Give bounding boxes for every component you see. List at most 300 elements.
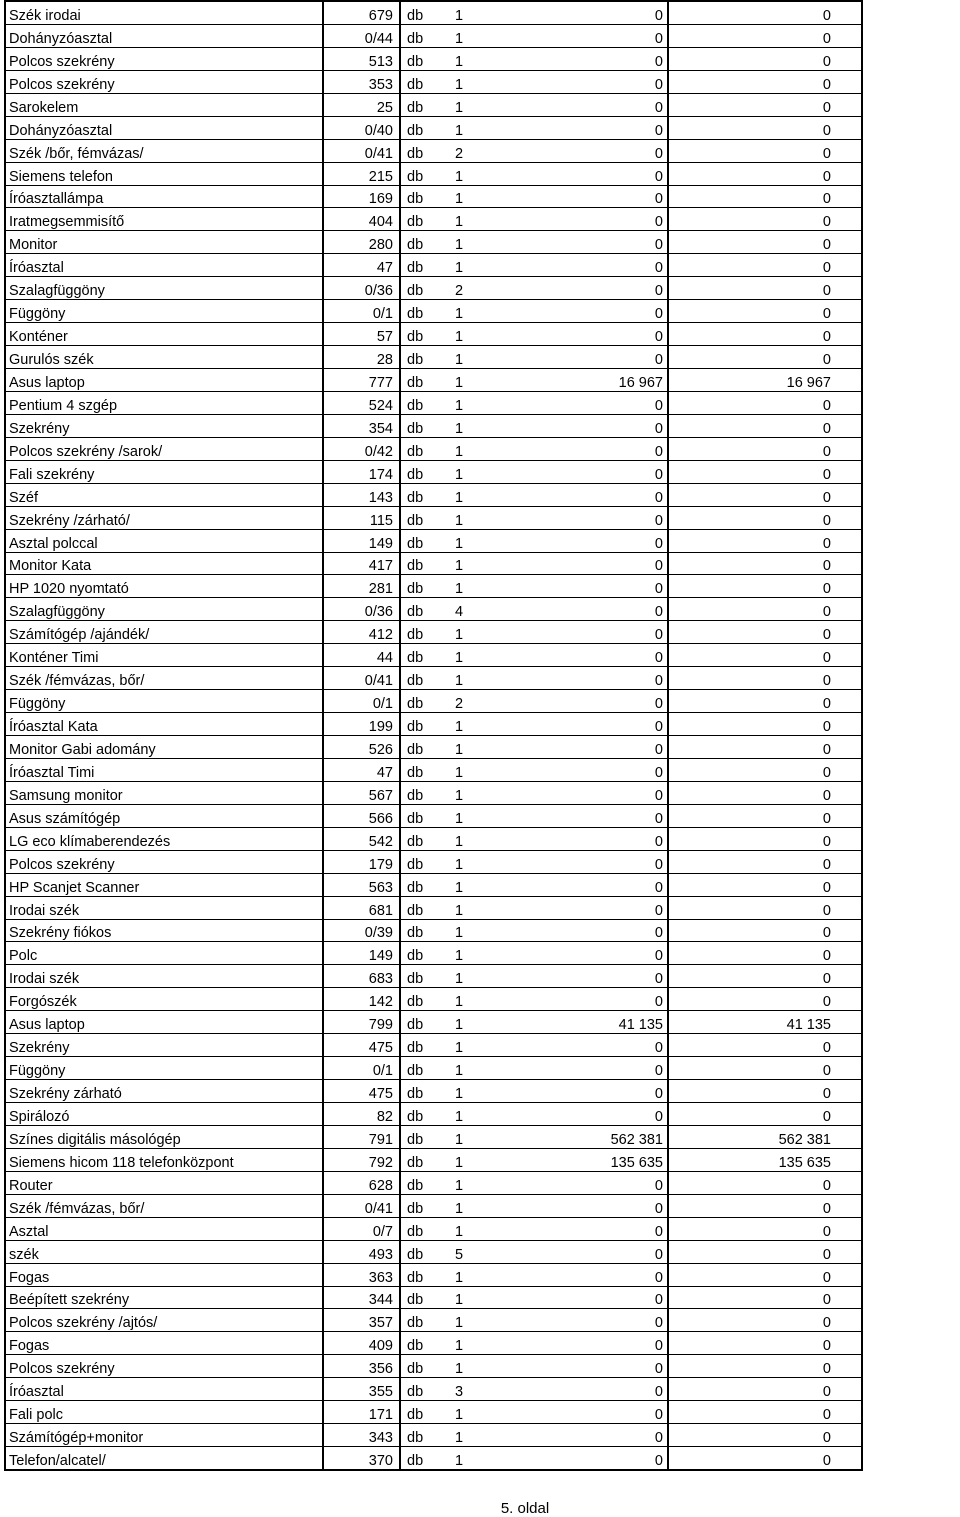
net-value-cell (668, 1148, 862, 1171)
unit-cell-text: db (407, 627, 424, 644)
table-row (5, 804, 862, 827)
gross-value-cell-text: 0 (654, 558, 663, 575)
net-value-cell-text: 0 (822, 948, 831, 965)
unit-cell (400, 575, 455, 598)
item-name-cell (5, 919, 323, 942)
net-value-cell-text: 0 (822, 1108, 831, 1125)
table-row (5, 369, 862, 392)
quantity-cell (455, 346, 483, 369)
unit-cell-text: db (407, 719, 424, 735)
quantity-cell (455, 1424, 483, 1447)
gross-value-cell (483, 1309, 668, 1332)
net-value-cell (668, 70, 862, 93)
quantity-cell (455, 277, 483, 300)
item-name-cell (5, 1057, 323, 1080)
unit-cell (400, 300, 455, 323)
quantity-cell (455, 70, 483, 93)
gross-value-cell-text: 0 (654, 787, 663, 804)
item-name-cell-text: Siemens hicom 118 telefonközpont (9, 1154, 234, 1171)
table-row (5, 437, 862, 460)
quantity-cell-text: 1 (455, 329, 464, 346)
page-footer (0, 1500, 960, 1517)
quantity-cell-text: 1 (455, 787, 464, 804)
item-name-cell-text: Irodai szék (9, 971, 80, 988)
net-value-cell-text: 0 (822, 650, 831, 667)
item-name-cell (5, 116, 323, 139)
item-name-cell (5, 827, 323, 850)
unit-cell-text: db (407, 443, 424, 460)
table-row (5, 644, 862, 667)
unit-cell (400, 70, 455, 93)
quantity-cell-text: 1 (455, 1040, 464, 1057)
unit-cell-text: db (407, 1361, 424, 1378)
item-name-cell-text: Szekrény fiókos (9, 925, 112, 942)
item-name-cell (5, 988, 323, 1011)
quantity-cell (455, 369, 483, 392)
quantity-cell-text: 1 (455, 535, 464, 552)
gross-value-cell-text: 0 (654, 1453, 663, 1469)
inventory-number-cell (323, 575, 400, 598)
quantity-cell-text: 1 (455, 764, 464, 781)
net-value-cell-text: 0 (822, 397, 831, 414)
unit-cell (400, 529, 455, 552)
gross-value-cell (483, 208, 668, 231)
unit-cell-text: db (407, 764, 424, 781)
table-row (5, 1378, 862, 1401)
unit-cell (400, 667, 455, 690)
table-row (5, 1011, 862, 1034)
item-name-cell (5, 1148, 323, 1171)
quantity-cell (455, 1355, 483, 1378)
net-value-cell (668, 1125, 862, 1148)
quantity-cell (455, 437, 483, 460)
quantity-cell-text: 2 (455, 145, 464, 162)
quantity-cell-text: 1 (455, 673, 464, 690)
inventory-number-cell (323, 919, 400, 942)
unit-cell (400, 437, 455, 460)
quantity-cell-text: 5 (455, 1246, 464, 1263)
quantity-cell-text: 1 (455, 1063, 464, 1080)
quantity-cell-text: 1 (455, 833, 464, 850)
gross-value-cell (483, 1080, 668, 1103)
net-value-cell (668, 1011, 862, 1034)
gross-value-cell-text: 0 (654, 397, 663, 414)
quantity-cell (455, 93, 483, 116)
gross-value-cell (483, 1217, 668, 1240)
net-value-cell-text: 0 (822, 627, 831, 644)
table-row (5, 208, 862, 231)
gross-value-cell (483, 1424, 668, 1447)
inventory-number-cell-text: 357 (368, 1315, 393, 1332)
unit-cell-text: db (407, 30, 424, 47)
unit-cell-text: db (407, 741, 424, 758)
item-name-cell (5, 1194, 323, 1217)
unit-cell (400, 1424, 455, 1447)
unit-cell-text: db (407, 833, 424, 850)
gross-value-cell (483, 965, 668, 988)
gross-value-cell (483, 185, 668, 208)
item-name-cell (5, 1103, 323, 1126)
unit-cell (400, 1401, 455, 1424)
quantity-cell-text: 2 (455, 696, 464, 713)
unit-cell (400, 896, 455, 919)
unit-cell-text: db (407, 1246, 424, 1263)
quantity-cell-text: 1 (455, 925, 464, 942)
item-name-cell-text: LG eco klímaberendezés (9, 833, 171, 850)
inventory-number-cell-text: 354 (368, 420, 393, 437)
inventory-number-cell (323, 1332, 400, 1355)
net-value-cell (668, 965, 862, 988)
inventory-number-cell-text: 25 (376, 99, 393, 116)
inventory-number-cell (323, 116, 400, 139)
quantity-cell-text: 1 (455, 1177, 464, 1194)
item-name-cell-text: HP Scanjet Scanner (9, 879, 140, 896)
item-name-cell (5, 758, 323, 781)
quantity-cell (455, 185, 483, 208)
net-value-cell-text: 0 (822, 329, 831, 346)
gross-value-cell-text: 0 (654, 1315, 663, 1332)
quantity-cell-text: 1 (455, 1361, 464, 1378)
net-value-cell (668, 1263, 862, 1286)
gross-value-cell (483, 1171, 668, 1194)
net-value-cell-text: 41 135 (786, 1017, 831, 1034)
inventory-number-cell-text: 149 (368, 535, 393, 552)
quantity-cell (455, 552, 483, 575)
quantity-cell (455, 781, 483, 804)
gross-value-cell-text: 0 (654, 191, 663, 208)
gross-value-cell-text: 0 (654, 673, 663, 690)
gross-value-cell (483, 667, 668, 690)
quantity-cell (455, 1263, 483, 1286)
net-value-cell-text: 0 (822, 489, 831, 506)
inventory-number-cell (323, 208, 400, 231)
inventory-number-cell-text: 493 (368, 1246, 393, 1263)
quantity-cell (455, 1217, 483, 1240)
gross-value-cell-text: 0 (654, 466, 663, 483)
unit-cell (400, 162, 455, 185)
inventory-number-cell (323, 185, 400, 208)
gross-value-cell-text: 0 (654, 971, 663, 988)
net-value-cell-text: 0 (822, 902, 831, 919)
unit-cell (400, 873, 455, 896)
quantity-cell (455, 896, 483, 919)
quantity-cell-text: 1 (455, 856, 464, 873)
inventory-number-cell (323, 988, 400, 1011)
gross-value-cell-text: 0 (654, 741, 663, 758)
inventory-number-cell (323, 758, 400, 781)
unit-cell-text: db (407, 1338, 424, 1355)
inventory-number-cell-text: 0/36 (364, 283, 393, 300)
quantity-cell (455, 942, 483, 965)
item-name-cell-text: Polcos szekrény (9, 856, 115, 873)
item-name-cell-text: Íróasztal (9, 260, 64, 277)
unit-cell-text: db (407, 1131, 424, 1148)
item-name-cell (5, 965, 323, 988)
net-value-cell (668, 1, 862, 24)
unit-cell-text: db (407, 879, 424, 896)
gross-value-cell-text: 0 (654, 696, 663, 713)
gross-value-cell (483, 1011, 668, 1034)
inventory-number-cell (323, 24, 400, 47)
gross-value-cell-text: 0 (654, 30, 663, 47)
quantity-cell (455, 162, 483, 185)
gross-value-cell (483, 1263, 668, 1286)
unit-cell (400, 1057, 455, 1080)
quantity-cell-text: 1 (455, 719, 464, 735)
quantity-cell (455, 47, 483, 70)
item-name-cell-text: HP 1020 nyomtató (9, 581, 129, 598)
unit-cell (400, 1263, 455, 1286)
item-name-cell-text: Asus laptop (9, 1017, 85, 1034)
quantity-cell-text: 1 (455, 1338, 464, 1355)
net-value-cell-text: 0 (822, 581, 831, 598)
quantity-cell (455, 621, 483, 644)
table-row (5, 139, 862, 162)
table-row (5, 1240, 862, 1263)
quantity-cell-text: 1 (455, 1315, 464, 1332)
gross-value-cell (483, 1194, 668, 1217)
net-value-cell-text: 0 (822, 1453, 831, 1469)
unit-cell-text: db (407, 329, 424, 346)
item-name-cell (5, 1011, 323, 1034)
net-value-cell-text: 0 (822, 696, 831, 713)
table-row (5, 1424, 862, 1447)
net-value-cell (668, 1171, 862, 1194)
item-name-cell (5, 621, 323, 644)
gross-value-cell-text: 0 (654, 512, 663, 529)
table-row (5, 346, 862, 369)
inventory-number-cell (323, 781, 400, 804)
inventory-number-cell-text: 628 (368, 1177, 393, 1194)
table-row (5, 1, 862, 24)
item-name-cell (5, 460, 323, 483)
quantity-cell (455, 736, 483, 759)
unit-cell (400, 231, 455, 254)
unit-cell-text: db (407, 489, 424, 506)
unit-cell-text: db (407, 352, 424, 368)
inventory-number-cell-text: 679 (368, 7, 393, 24)
table-row (5, 1194, 862, 1217)
gross-value-cell (483, 621, 668, 644)
quantity-cell-text: 1 (455, 191, 464, 208)
quantity-cell-text: 1 (455, 99, 464, 116)
unit-cell-text: db (407, 696, 424, 713)
unit-cell (400, 139, 455, 162)
net-value-cell-text: 0 (822, 1223, 831, 1240)
unit-cell (400, 736, 455, 759)
net-value-cell (668, 804, 862, 827)
unit-cell-text: db (407, 260, 424, 277)
net-value-cell-text: 0 (822, 741, 831, 758)
quantity-cell-text: 1 (455, 1200, 464, 1217)
net-value-cell (668, 185, 862, 208)
item-name-cell (5, 1217, 323, 1240)
quantity-cell (455, 873, 483, 896)
unit-cell-text: db (407, 397, 424, 414)
net-value-cell (668, 1447, 862, 1470)
net-value-cell (668, 781, 862, 804)
inventory-number-cell-text: 370 (368, 1453, 393, 1469)
unit-cell-text: db (407, 7, 424, 24)
unit-cell (400, 965, 455, 988)
net-value-cell-text: 0 (822, 1315, 831, 1332)
gross-value-cell (483, 346, 668, 369)
quantity-cell-text: 3 (455, 1384, 464, 1401)
unit-cell (400, 1, 455, 24)
inventory-table (4, 0, 863, 1471)
gross-value-cell-text: 0 (654, 902, 663, 919)
item-name-cell (5, 896, 323, 919)
net-value-cell-text: 0 (822, 420, 831, 437)
net-value-cell (668, 644, 862, 667)
quantity-cell (455, 1148, 483, 1171)
unit-cell-text: db (407, 856, 424, 873)
net-value-cell (668, 139, 862, 162)
item-name-cell-text: Forgószék (9, 994, 77, 1011)
gross-value-cell-text: 0 (654, 925, 663, 942)
quantity-cell (455, 598, 483, 621)
item-name-cell (5, 713, 323, 736)
item-name-cell-text: Spirálozó (9, 1108, 70, 1125)
quantity-cell (455, 965, 483, 988)
gross-value-cell-text: 0 (654, 53, 663, 70)
quantity-cell (455, 460, 483, 483)
inventory-number-cell (323, 231, 400, 254)
table-row (5, 323, 862, 346)
gross-value-cell-text: 0 (654, 604, 663, 621)
gross-value-cell (483, 575, 668, 598)
quantity-cell (455, 1194, 483, 1217)
gross-value-cell (483, 988, 668, 1011)
net-value-cell-text: 0 (822, 466, 831, 483)
net-value-cell (668, 93, 862, 116)
inventory-number-cell (323, 1424, 400, 1447)
quantity-cell (455, 1286, 483, 1309)
item-name-cell (5, 391, 323, 414)
quantity-cell-text: 1 (455, 1154, 464, 1171)
net-value-cell-text: 0 (822, 214, 831, 231)
inventory-number-cell (323, 1194, 400, 1217)
net-value-cell (668, 690, 862, 713)
table-row (5, 736, 862, 759)
table-row (5, 414, 862, 437)
unit-cell-text: db (407, 604, 424, 621)
net-value-cell (668, 483, 862, 506)
quantity-cell-text: 1 (455, 397, 464, 414)
net-value-cell-text: 16 967 (786, 374, 831, 391)
unit-cell-text: db (407, 1315, 424, 1332)
gross-value-cell-text: 0 (654, 810, 663, 827)
quantity-cell-text: 1 (455, 237, 464, 254)
quantity-cell-text: 1 (455, 1017, 464, 1034)
gross-value-cell (483, 1148, 668, 1171)
inventory-number-cell-text: 0/41 (364, 1200, 393, 1217)
quantity-cell (455, 1171, 483, 1194)
item-name-cell (5, 162, 323, 185)
unit-cell-text: db (407, 1430, 424, 1447)
quantity-cell-text: 1 (455, 443, 464, 460)
unit-cell (400, 116, 455, 139)
net-value-cell (668, 1424, 862, 1447)
net-value-cell (668, 942, 862, 965)
item-name-cell-text: Íróasztal Timi (9, 764, 95, 781)
quantity-cell (455, 139, 483, 162)
inventory-number-cell (323, 483, 400, 506)
gross-value-cell-text: 0 (654, 1086, 663, 1102)
inventory-number-cell (323, 93, 400, 116)
unit-cell (400, 644, 455, 667)
inventory-number-cell (323, 1240, 400, 1263)
net-value-cell (668, 369, 862, 392)
inventory-number-cell (323, 1309, 400, 1332)
quantity-cell-text: 1 (455, 1430, 464, 1447)
quantity-cell (455, 827, 483, 850)
gross-value-cell (483, 414, 668, 437)
quantity-cell-text: 1 (455, 741, 464, 758)
gross-value-cell (483, 391, 668, 414)
inventory-number-cell-text: 199 (368, 719, 393, 735)
item-name-cell-text: Beépített szekrény (9, 1292, 130, 1309)
table-row (5, 391, 862, 414)
net-value-cell-text: 0 (822, 352, 831, 368)
unit-cell (400, 827, 455, 850)
quantity-cell (455, 208, 483, 231)
item-name-cell (5, 1, 323, 24)
gross-value-cell (483, 47, 668, 70)
unit-cell-text: db (407, 1017, 424, 1034)
inventory-number-cell-text: 542 (368, 833, 393, 850)
unit-cell (400, 1011, 455, 1034)
table-row (5, 988, 862, 1011)
unit-cell (400, 850, 455, 873)
unit-cell-text: db (407, 925, 424, 942)
quantity-cell-text: 1 (455, 1108, 464, 1125)
net-value-cell (668, 873, 862, 896)
item-name-cell-text: Szék /bőr, fémvázas/ (9, 145, 144, 162)
item-name-cell-text: Irodai szék (9, 902, 80, 919)
quantity-cell (455, 1240, 483, 1263)
gross-value-cell (483, 598, 668, 621)
net-value-cell (668, 1194, 862, 1217)
inventory-number-cell (323, 414, 400, 437)
gross-value-cell-text: 0 (654, 650, 663, 667)
quantity-cell (455, 1034, 483, 1057)
table-row (5, 277, 862, 300)
quantity-cell (455, 506, 483, 529)
item-name-cell (5, 139, 323, 162)
unit-cell-text: db (407, 994, 424, 1011)
item-name-cell-text: Fali szekrény (9, 466, 95, 483)
gross-value-cell-text: 41 135 (618, 1017, 663, 1034)
quantity-cell (455, 323, 483, 346)
unit-cell (400, 346, 455, 369)
inventory-number-cell-text: 363 (368, 1269, 393, 1286)
inventory-number-cell-text: 0/39 (364, 925, 393, 942)
inventory-number-cell (323, 598, 400, 621)
item-name-cell-text: Asus laptop (9, 374, 85, 391)
table-row (5, 758, 862, 781)
net-value-cell-text: 0 (822, 879, 831, 896)
inventory-number-cell-text: 566 (368, 810, 393, 827)
inventory-number-cell (323, 1125, 400, 1148)
unit-cell-text: db (407, 1108, 424, 1125)
net-value-cell-text: 0 (822, 833, 831, 850)
net-value-cell-text: 0 (822, 53, 831, 70)
unit-cell-text: db (407, 145, 424, 162)
inventory-number-cell-text: 356 (368, 1361, 393, 1378)
inventory-number-cell-text: 0/36 (364, 604, 393, 621)
item-name-cell (5, 346, 323, 369)
